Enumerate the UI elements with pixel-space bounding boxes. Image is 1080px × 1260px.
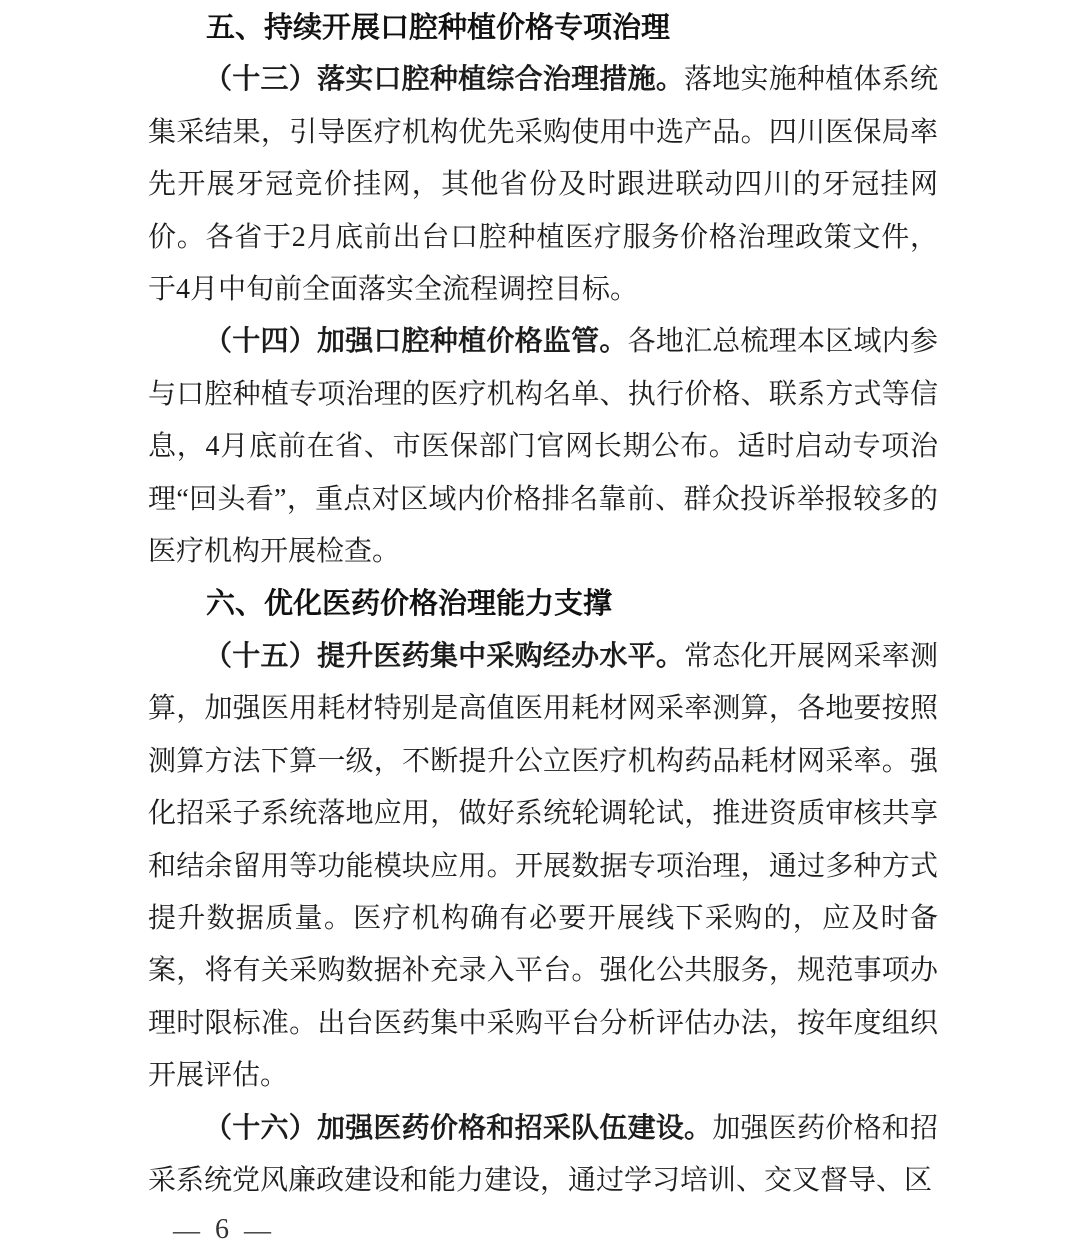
paragraph-14-lead: （十四）加强口腔种植价格监管。 (204, 326, 628, 358)
paragraph-15 (148, 631, 938, 1103)
paragraph-14 (148, 316, 938, 578)
paragraph-16-lead: （十六）加强医药价格和招采队伍建设。 (204, 1112, 713, 1144)
paragraph-13-body: 落地实施种植体系统集采结果，引导医疗机构优先采购使用中选产品。四川医保局率先开展牙冠竞价挂网，其他省份及时跟进联动四川的牙冠挂网价。各省于2月底前出台口腔种植医疗服务价格治理政策文件，于4月中旬前全面落实全流程调控目标。 (148, 64, 938, 306)
page-number-dash-right: — (244, 1214, 271, 1245)
paragraph-15-body: 常态化开展网采率测算，加强医用耗材特别是高值医用耗材网采率测算，各地要按照测算方法下算一级，不断提升公立医疗机构药品耗材网采率。强化招采子系统落地应用，做好系统轮调轮试，推进资质审核共享和结余留用等功能模块应用。开展数据专项治理，通过多种方式提升数据质量。医疗机构确有必要开展线下采购的，应及时备案，将有关采购数据补充录入平台。强化公共服务，规范事项办理时限标准。出台医药集中采购平台分析评估办法，按年度组织开展评估。 (148, 640, 938, 1092)
paragraph-16-body: 加强医药价格和招采系统党风廉政建设和能力建设，通过学习培训、交叉督导、区 (148, 1112, 938, 1196)
section-heading-6: 六、优化医药价格治理能力支撑 (206, 588, 613, 621)
page-footer (173, 1204, 271, 1256)
section-heading-5: 五、持续开展口腔种植价格专项治理 (206, 12, 671, 44)
paragraph-13-lead: （十三）落实口腔种植综合治理措施。 (204, 64, 685, 96)
page-number-dash-left: — (173, 1214, 200, 1245)
paragraph-14-body: 各地汇总梳理本区域内参与口腔种植专项治理的医疗机构名单、执行价格、联系方式等信息，4月底前在省、市医保部门官网长期公布。适时启动专项治理“回头看”，重点对区域内价格排名靠前、群众投诉举报较多的医疗机构开展检查。 (148, 326, 938, 568)
page-number: 6 (215, 1214, 229, 1245)
paragraph-16 (148, 1103, 938, 1208)
document-content (148, 2, 938, 1207)
paragraph-13 (148, 54, 938, 316)
paragraph-15-lead: （十五）提升医药集中采购经办水平。 (204, 640, 685, 672)
